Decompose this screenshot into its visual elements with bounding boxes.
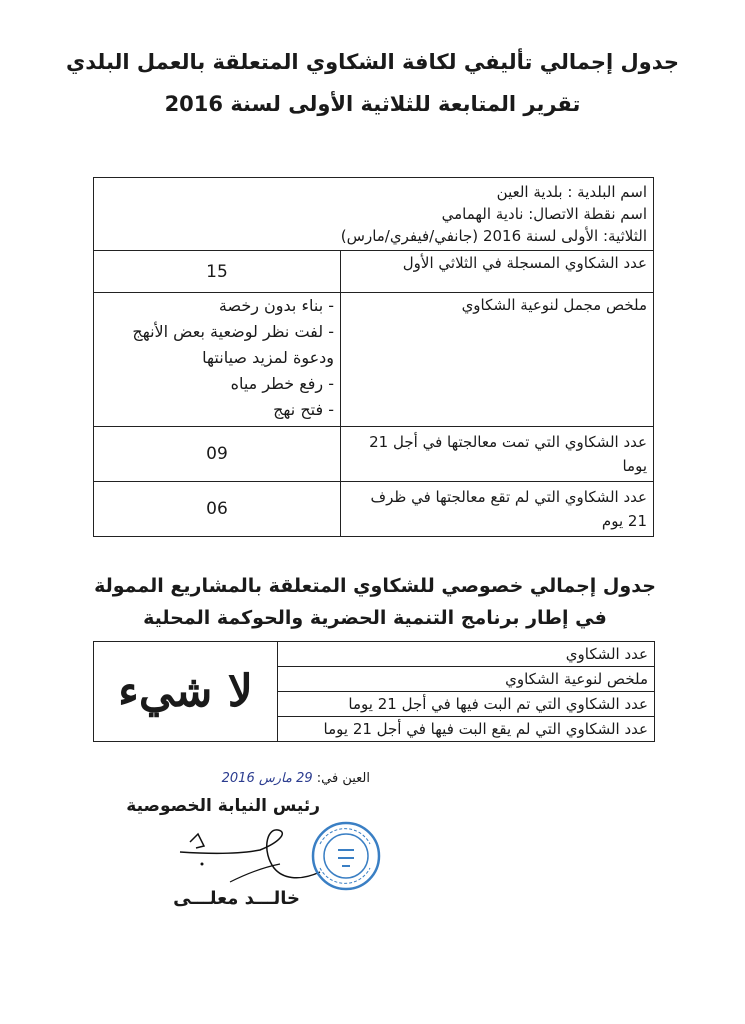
row-label: عدد الشكاوي التي تم البت فيها في أجل 21 يوما [278, 692, 655, 717]
handwritten-value-cell [94, 642, 278, 742]
signer-name: خالـــد معلـــى [173, 888, 300, 909]
list-item: - رفع خطر مياه [230, 374, 334, 393]
signature-icon [170, 812, 330, 892]
list-item: - بناء بدون رخصة [218, 296, 334, 315]
document-subtitle: تقرير المتابعة للثلاثية الأولى لسنة 2016 [164, 92, 581, 116]
row-label: عدد الشكاوي المسجلة في الثلاثي الأول [341, 251, 654, 293]
list-item: ودعوة لمزيد صيانتها [202, 348, 334, 367]
row-label: عدد الشكاوي [278, 642, 655, 667]
table-row [94, 178, 654, 251]
table-row [94, 482, 654, 537]
table-row [94, 251, 654, 293]
document-title: جدول إجمالي تأليفي لكافة الشكاوي المتعلقة بالعمل البلدي [66, 50, 679, 74]
list-item: - لفت نظر لوضعية بعض الأنهج [132, 322, 334, 341]
municipality-name: اسم البلدية : بلدية العين [496, 183, 647, 201]
date-label: العين في: [316, 771, 370, 786]
quarter-period: الثلاثية: الأولى لسنة 2016 (جانفي/فيفري/مارس) [340, 227, 647, 245]
date-line [150, 771, 370, 786]
table-row [94, 293, 654, 427]
row-label: ملخص لنوعية الشكاوي [278, 667, 655, 692]
table-row [94, 427, 654, 482]
signer-title: رئيس النيابة الخصوصية [126, 796, 320, 816]
row-label: عدد الشكاوي التي لم تقع معالجتها في ظرف 21 يوم [341, 482, 654, 537]
row-label: عدد الشكاوي التي تمت معالجتها في أجل 21 يوما [341, 427, 654, 482]
registered-complaints-count: 15 [94, 251, 341, 293]
list-item: - فتح نهج [273, 400, 334, 419]
official-stamp-icon [310, 820, 382, 892]
handwritten-none: لا شيء [118, 666, 253, 717]
row-label: عدد الشكاوي التي لم يقع البت فيها في أجل 21 يوما [278, 717, 655, 742]
row-label: ملخص مجمل لنوعية الشكاوي [341, 293, 654, 427]
project-complaints-table [93, 641, 655, 742]
date-value: 29 مارس 2016 [221, 771, 313, 786]
header-cell [94, 178, 654, 251]
contact-point-name: اسم نقطة الاتصال: نادية الهمامي [441, 205, 647, 223]
table-row [94, 642, 655, 667]
complaint-types-list [94, 293, 341, 427]
processed-complaints-count: 09 [94, 427, 341, 482]
general-complaints-table [93, 177, 654, 537]
unprocessed-complaints-count: 06 [94, 482, 341, 537]
section-title: جدول إجمالي خصوصي للشكاوي المتعلقة بالمشاريع الممولة في إطار برنامج التنمية الحضرية والحوكمة المحلية [94, 575, 656, 629]
